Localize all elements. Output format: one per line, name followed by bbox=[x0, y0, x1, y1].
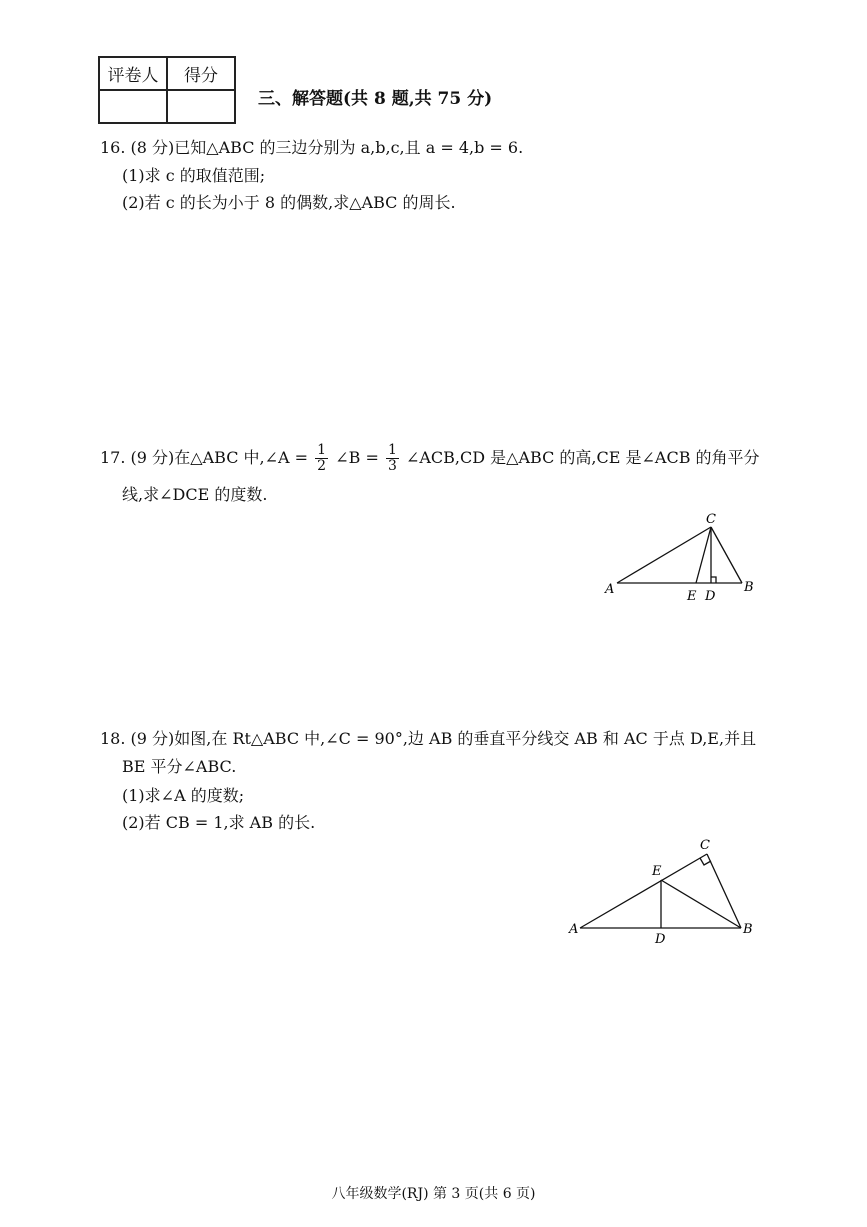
q18-stem-b: BE 平分∠ABC. bbox=[122, 757, 237, 776]
q18-label-a: A bbox=[569, 922, 579, 937]
q17-stem-b: ∠B = bbox=[335, 448, 379, 467]
page-footer: 八年级数学(RJ) 第 3 页(共 6 页) bbox=[331, 1186, 536, 1202]
q17-frac1-num: 1 bbox=[317, 442, 327, 458]
q18-label-d: D bbox=[655, 932, 666, 947]
q17-bisector-ce bbox=[696, 527, 711, 583]
q17-frac2-num: 1 bbox=[387, 442, 397, 458]
q17-figure bbox=[595, 508, 765, 608]
q18-part1: (1)求∠A 的度数; bbox=[122, 786, 245, 805]
q18-part2: (2)若 CB = 1,求 AB 的长. bbox=[122, 813, 316, 832]
q17-label-c: C bbox=[706, 512, 716, 527]
q18-segment-eb bbox=[661, 880, 741, 928]
q16-part1: (1)求 c 的取值范围; bbox=[122, 166, 266, 185]
section-title: 三、解答题(共 8 题,共 75 分) bbox=[258, 89, 493, 109]
q17-stem-line1 bbox=[100, 438, 760, 478]
q17-stem-a: 17. (9 分)在△ABC 中,∠A = bbox=[100, 448, 309, 467]
q17-fraction-1 bbox=[315, 443, 328, 474]
grader-cell bbox=[99, 90, 167, 123]
q18-side-cb bbox=[707, 854, 741, 928]
q17-stem-d: 线,求∠DCE 的度数. bbox=[122, 485, 268, 504]
q17-frac1-den: 2 bbox=[317, 458, 327, 474]
q18-label-b: B bbox=[743, 922, 753, 937]
q18-side-ac bbox=[580, 854, 707, 928]
q17-frac2-den: 3 bbox=[387, 458, 397, 474]
score-header: 得分 bbox=[167, 57, 235, 90]
score-cell bbox=[167, 90, 235, 123]
q16-part2: (2)若 c 的长为小于 8 的偶数,求△ABC 的周长. bbox=[122, 193, 456, 212]
q17-label-d: D bbox=[705, 589, 716, 604]
q17-side-ac bbox=[617, 527, 711, 583]
q18-label-c: C bbox=[700, 838, 710, 853]
q17-stem-c: ∠ACB,CD 是△ABC 的高,CE 是∠ACB 的角平分 bbox=[405, 448, 760, 467]
score-table bbox=[98, 56, 236, 124]
q18-figure bbox=[565, 833, 765, 948]
q17-label-e: E bbox=[687, 589, 697, 604]
q17-side-bc bbox=[711, 527, 742, 583]
q17-label-b: B bbox=[744, 580, 754, 595]
q17-right-angle-mark bbox=[711, 577, 716, 583]
q17-label-a: A bbox=[605, 582, 615, 597]
q18-stem-a: 18. (9 分)如图,在 Rt△ABC 中,∠C = 90°,边 AB 的垂直平分线交 AB 和 AC 于点 D,E,并且 bbox=[100, 729, 757, 748]
q17-fraction-2 bbox=[386, 443, 399, 474]
q16-stem: 16. (8 分)已知△ABC 的三边分别为 a,b,c,且 a = 4,b = 6. bbox=[100, 138, 524, 157]
grader-header: 评卷人 bbox=[99, 57, 167, 90]
q18-label-e: E bbox=[652, 864, 662, 879]
